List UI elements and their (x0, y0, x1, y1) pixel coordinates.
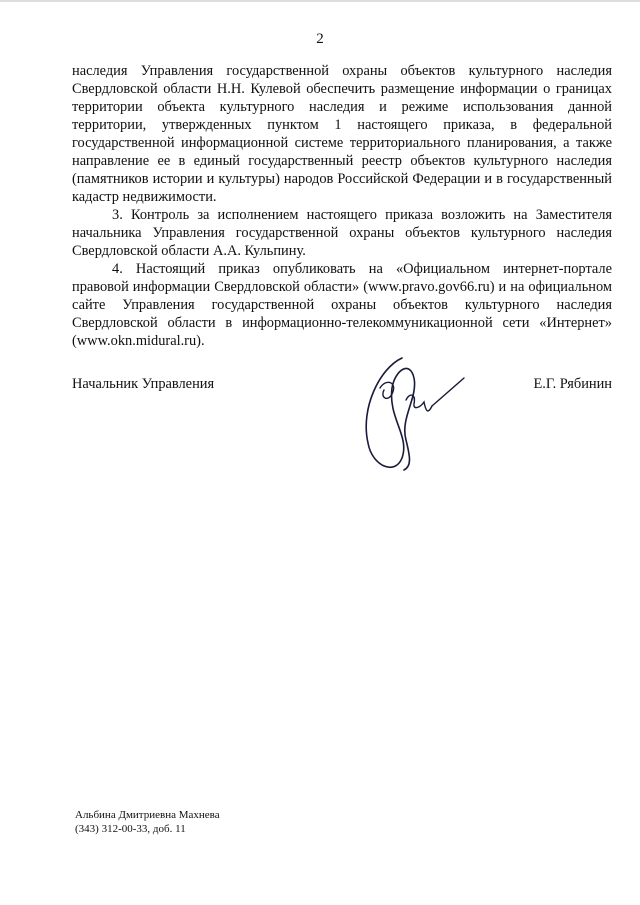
executor-footer (75, 808, 220, 836)
paragraph-item-4: 4. Настоящий приказ опубликовать на «Официальном интернет-портале правовой информации Свердловской области» (www.pravo.gov66.ru) и на официальном сайте Управления государственной охраны объектов культурного наследия Свердловской области в информационно-телекоммуникационной сети «Интернет» (www.okn.midural.ru). (72, 261, 612, 349)
document-body (72, 62, 612, 350)
signer-name: Е.Г. Рябинин (533, 376, 612, 392)
page-number: 2 (316, 31, 324, 47)
paragraph-item-3: 3. Контроль за исполнением настоящего приказа возложить на Заместителя начальника Управления государственной охраны объектов культурного наследия Свердловской области А.А. Кульпину. (72, 207, 612, 259)
executor-phone: (343) 312-00-33, доб. 11 (75, 823, 186, 835)
paragraph-continuation: наследия Управления государственной охраны объектов культурного наследия Свердловской области Н.Н. Кулевой обеспечить размещение информации о границах территории объекта культурного наследия и режиме использования данной территории, утвержденных пунктом 1 настоящего приказа, в федеральной государственной информационной системе территориального планирования, а также направление ее в единый государственный реестр объектов культурного наследия (памятников истории и культуры) народов Российской Федерации и в государственный кадастр недвижимости. (72, 63, 612, 205)
handwritten-signature (340, 348, 480, 488)
page-top-edge (0, 0, 640, 2)
signer-title: Начальник Управления (72, 376, 215, 392)
executor-name: Альбина Дмитриевна Махнева (75, 809, 220, 821)
